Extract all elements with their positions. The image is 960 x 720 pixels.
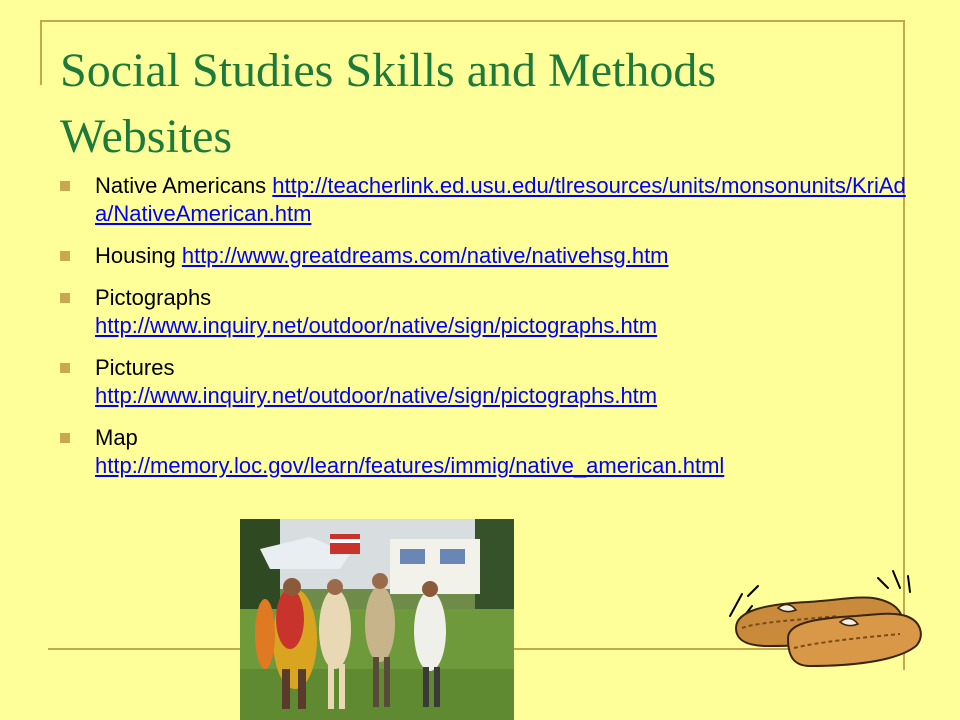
bullet-square-icon (60, 363, 70, 373)
bullet-label: Native Americans (95, 173, 273, 198)
bullet-link[interactable]: http://teacherlink.ed.usu.edu/tlresources/units/monsonunits/KriAda/NativeAmerican.htm (95, 173, 906, 226)
bullet-label: Pictures (95, 355, 175, 380)
powwow-photo (240, 519, 514, 720)
list-item-pictures (60, 354, 920, 410)
bullet-link[interactable]: http://www.inquiry.net/outdoor/native/sign/pictographs.htm (95, 383, 658, 408)
bullet-label: Map (95, 425, 138, 450)
bullet-link[interactable]: http://www.greatdreams.com/native/nativehsg.htm (181, 243, 669, 268)
list-item-map (60, 424, 920, 480)
bullet-link[interactable]: http://www.inquiry.net/outdoor/native/sign/pictographs.htm (95, 313, 658, 338)
bullet-square-icon (60, 181, 70, 191)
bullet-square-icon (60, 251, 70, 261)
slide-title (60, 38, 940, 170)
list-item-housing (60, 242, 920, 270)
top-rule (40, 20, 905, 22)
bullet-label: Pictographs (95, 285, 212, 310)
slide-title-line-2: Websites (60, 110, 233, 163)
left-rule (40, 20, 42, 85)
bullet-link[interactable]: http://memory.loc.gov/learn/features/immig/native_american.html (95, 453, 725, 478)
bullet-label: Housing (95, 243, 182, 268)
slide-title-line-1: Social Studies Skills and Methods (60, 44, 717, 97)
bullet-square-icon (60, 293, 70, 303)
list-item-pictographs (60, 284, 920, 340)
bullet-square-icon (60, 433, 70, 443)
list-item-native-americans (60, 172, 920, 228)
moccasins-clipart (728, 566, 924, 676)
bullet-list (60, 172, 920, 494)
